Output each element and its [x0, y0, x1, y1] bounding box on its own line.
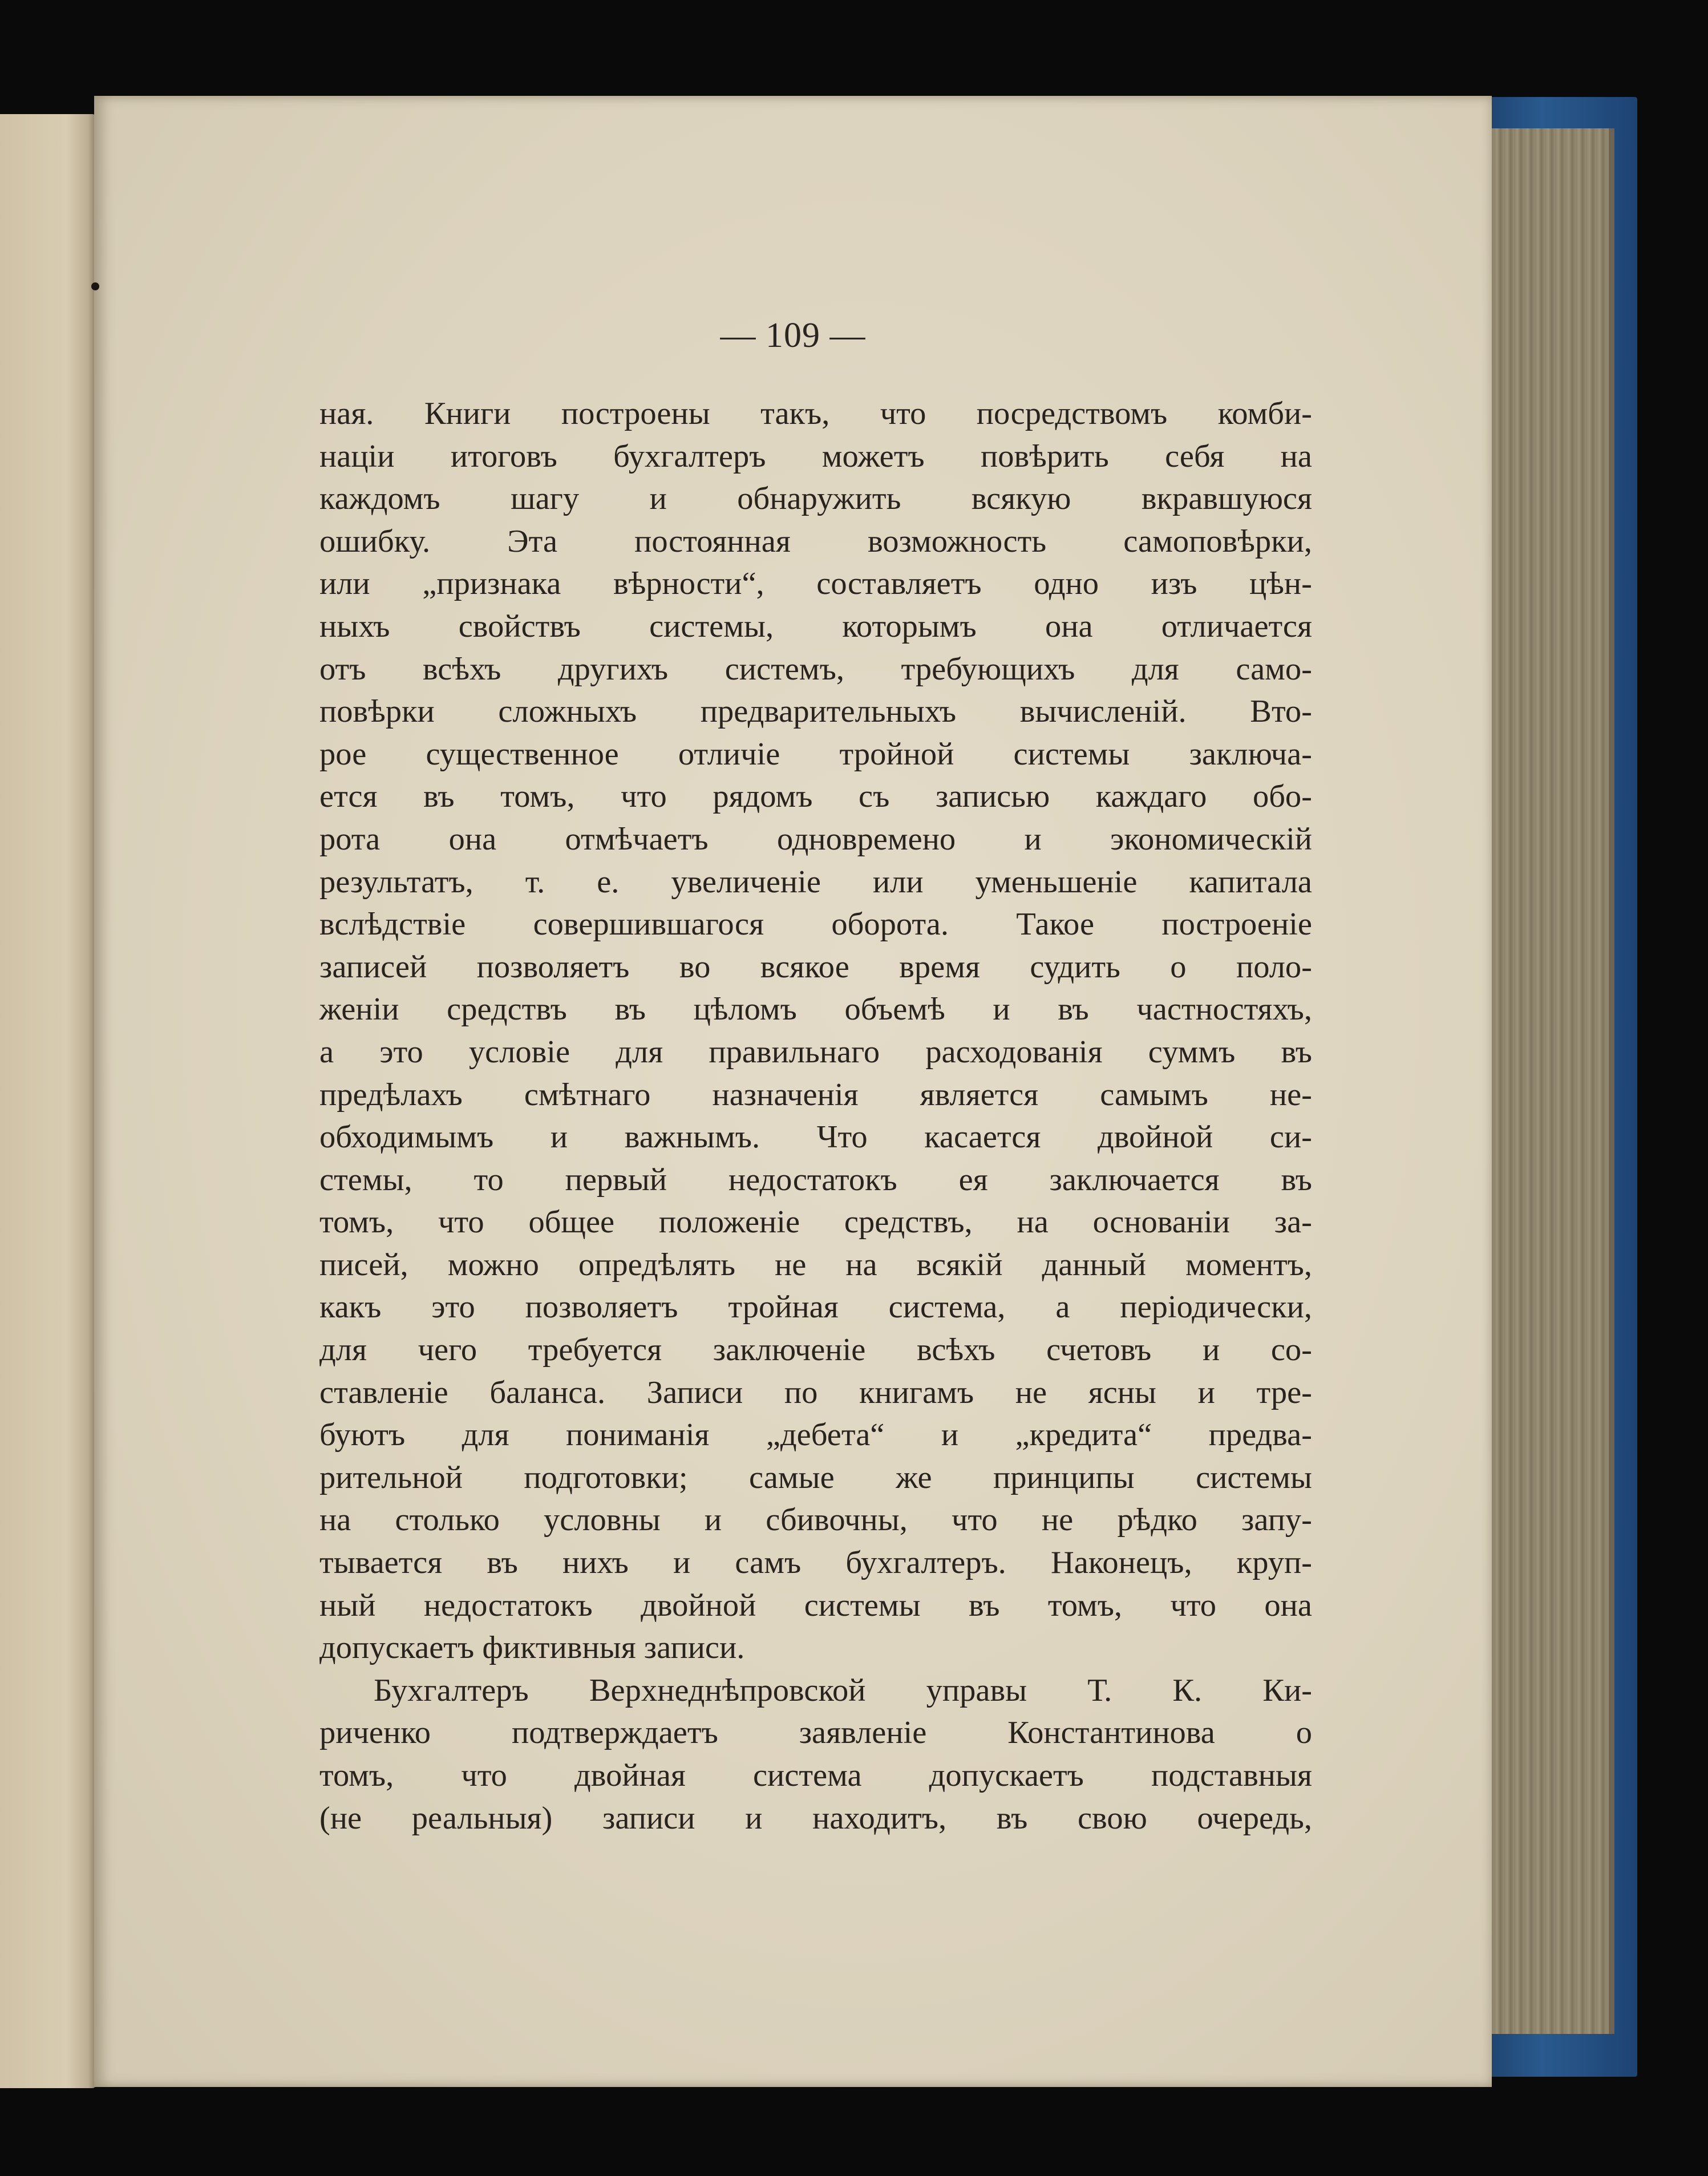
text-line: обходимымъ и важнымъ. Что касается двойной си-: [319, 1119, 1312, 1155]
text-line: повѣрки сложныхъ предварительныхъ вычисленій. Вто-: [319, 694, 1312, 730]
text-line: какъ это позволяетъ тройная система, а періодически,: [319, 1289, 1312, 1325]
text-line: рота она отмѣчаетъ одновремено и экономическій: [319, 821, 1312, 857]
binding-mark: [91, 282, 99, 290]
text-line: на столько условны и сбивочны, что не рѣдко запу-: [319, 1502, 1312, 1538]
text-line: предѣлахъ смѣтнаго назначенія является самымъ не-: [319, 1077, 1312, 1113]
text-line: ныхъ свойствъ системы, которымъ она отличается: [319, 608, 1312, 644]
book-page: [94, 96, 1492, 2087]
text-line: ставленіе баланса. Записи по книгамъ не ясны и тре-: [319, 1374, 1312, 1410]
text-line: для чего требуется заключеніе всѣхъ счетовъ и со-: [319, 1332, 1312, 1368]
text-line: томъ, что двойная система допускаетъ подставныя: [319, 1758, 1312, 1793]
text-line: ный недостатокъ двойной системы въ томъ, что она: [319, 1587, 1312, 1623]
text-line: женіи средствъ въ цѣломъ объемѣ и въ частностяхъ,: [319, 992, 1312, 1028]
text-line: ется въ томъ, что рядомъ съ записью каждаго обо-: [319, 779, 1312, 815]
page-number: — 109 —: [720, 316, 866, 355]
text-line: или „признака вѣрности“, составляетъ одно изъ цѣн-: [319, 566, 1312, 602]
text-line: томъ, что общее положеніе средствъ, на основаніи за-: [319, 1204, 1312, 1240]
text-line: ная. Книги построены такъ, что посредствомъ комби-: [319, 396, 1312, 431]
text-line: результатъ, т. е. увеличеніе или уменьшеніе капитала: [319, 864, 1312, 900]
text-line: писей, можно опредѣлять не на всякій данный моментъ,: [319, 1247, 1312, 1283]
text-line: стемы, то первый недостатокъ ея заключается въ: [319, 1162, 1312, 1198]
paragraph-2: [319, 1669, 1312, 1839]
text-line: буютъ для пониманія „дебета“ и „кредита“ предва-: [319, 1417, 1312, 1453]
page-text: [319, 393, 1312, 1839]
text-line: а это условіе для правильнаго расходованія суммъ въ: [319, 1034, 1312, 1070]
text-line: допускаетъ фиктивныя записи.: [319, 1630, 745, 1666]
text-line: (не реальныя) записи и находитъ, въ свою очередь,: [319, 1800, 1312, 1836]
page-stack-edges: [1483, 128, 1614, 2034]
text-line: риченко подтверждаетъ заявленіе Константинова о: [319, 1715, 1312, 1751]
text-line: записей позволяетъ во всякое время судить о поло-: [319, 949, 1312, 985]
text-line: націи итоговъ бухгалтеръ можетъ повѣрить себя на: [319, 438, 1312, 474]
text-line: рое существенное отличіе тройной системы заключа-: [319, 736, 1312, 772]
text-line: отъ всѣхъ другихъ системъ, требующихъ для само-: [319, 651, 1312, 687]
text-line: рительной подготовки; самые же принципы системы: [319, 1459, 1312, 1495]
text-line: каждомъ шагу и обнаружить всякую вкравшуюся: [319, 481, 1312, 517]
text-line: Бухгалтеръ Верхнеднѣпровской управы Т. К. Ки-: [374, 1672, 1312, 1708]
paragraph-1: [319, 393, 1312, 1669]
text-line: вслѣдствіе совершившагося оборота. Такое построеніе: [319, 907, 1312, 943]
text-line: тывается въ нихъ и самъ бухгалтеръ. Наконецъ, круп-: [319, 1545, 1312, 1581]
previous-page-edge: [0, 114, 96, 2088]
text-line: ошибку. Эта постоянная возможность самоповѣрки,: [319, 523, 1312, 559]
